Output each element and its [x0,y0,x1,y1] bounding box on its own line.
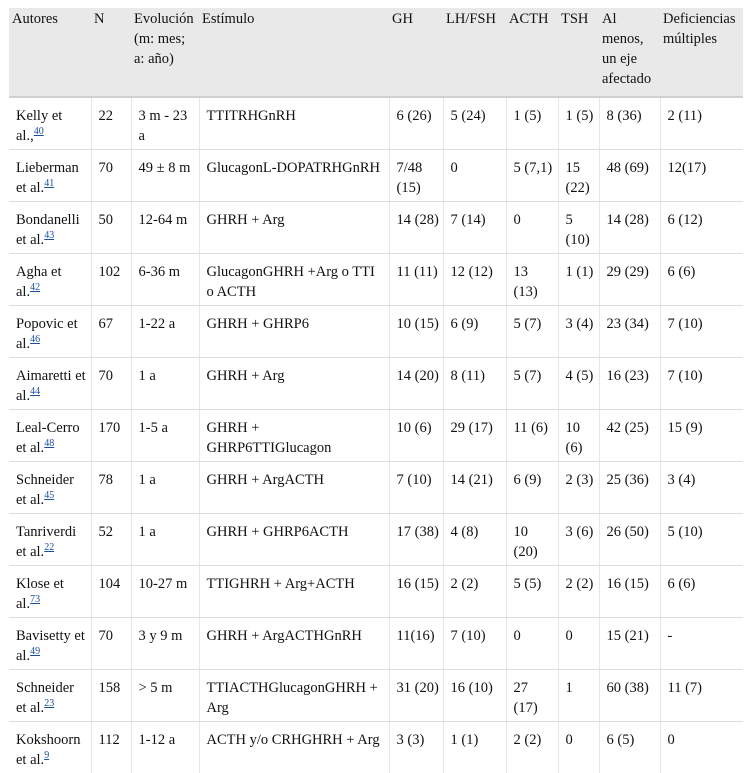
header-al-menos-un-eje: Al menos, un eje afectado [599,8,660,97]
cell-deficiencias-multiples: 0 [660,722,743,773]
cell-estimulo: GHRH + GHRP6TTIGlucagon [199,410,389,462]
cell-gh: 14 (20) [389,358,443,410]
cell-n: 170 [91,410,131,462]
cell-acth: 10 (20) [506,514,558,566]
reference-link[interactable]: 43 [44,230,54,241]
header-gh: GH [389,8,443,97]
pituitary-deficiency-table [9,8,743,773]
cell-estimulo: GHRH + ArgACTHGnRH [199,618,389,670]
cell-estimulo: GHRH + Arg [199,202,389,254]
cell-evolucion: 1-22 a [131,306,199,358]
cell-acth: 6 (9) [506,462,558,514]
reference-link[interactable]: 42 [30,282,40,293]
header-row [9,8,743,97]
cell-deficiencias-multiples: - [660,618,743,670]
header-estimulo: Estímulo [199,8,389,97]
cell-al-menos-un-eje: 16 (15) [599,566,660,618]
table-row [9,670,743,722]
cell-al-menos-un-eje: 16 (23) [599,358,660,410]
reference-link[interactable]: 44 [30,386,40,397]
cell-deficiencias-multiples: 6 (6) [660,566,743,618]
cell-evolucion: 1 a [131,514,199,566]
table-row [9,202,743,254]
cell-gh: 7/48 (15) [389,150,443,202]
cell-evolucion: 1-12 a [131,722,199,773]
reference-link[interactable]: 9 [44,750,49,761]
header-n: N [91,8,131,97]
reference-link[interactable]: 45 [44,490,54,501]
author-name: Schneider et al. [16,680,74,716]
author-name: Schneider et al. [16,472,74,508]
cell-evolucion: 3 m - 23 a [131,97,199,150]
cell-acth: 27 (17) [506,670,558,722]
table-row [9,254,743,306]
cell-deficiencias-multiples: 7 (10) [660,358,743,410]
cell-n: 78 [91,462,131,514]
cell-n: 70 [91,618,131,670]
cell-deficiencias-multiples: 15 (9) [660,410,743,462]
cell-tsh: 10 (6) [558,410,599,462]
cell-lh-fsh: 2 (2) [443,566,506,618]
cell-al-menos-un-eje: 48 (69) [599,150,660,202]
author-name: Agha et al. [16,264,62,300]
cell-evolucion: 1 a [131,462,199,514]
cell-evolucion: 12-64 m [131,202,199,254]
cell-gh: 17 (38) [389,514,443,566]
cell-autores [9,566,91,618]
cell-lh-fsh: 6 (9) [443,306,506,358]
cell-deficiencias-multiples: 3 (4) [660,462,743,514]
cell-lh-fsh: 16 (10) [443,670,506,722]
cell-acth: 1 (5) [506,97,558,150]
cell-n: 70 [91,358,131,410]
cell-deficiencias-multiples: 5 (10) [660,514,743,566]
cell-n: 104 [91,566,131,618]
header-deficiencias-multiples: Deficiencias múltiples [660,8,743,97]
cell-lh-fsh: 5 (24) [443,97,506,150]
cell-acth: 13 (13) [506,254,558,306]
cell-autores [9,514,91,566]
cell-evolucion: > 5 m [131,670,199,722]
cell-lh-fsh: 8 (11) [443,358,506,410]
cell-tsh: 5 (10) [558,202,599,254]
cell-evolucion: 1 a [131,358,199,410]
cell-tsh: 2 (2) [558,566,599,618]
cell-estimulo: TTITRHGnRH [199,97,389,150]
cell-gh: 10 (15) [389,306,443,358]
cell-n: 112 [91,722,131,773]
cell-lh-fsh: 4 (8) [443,514,506,566]
cell-tsh: 1 [558,670,599,722]
author-name: Lieberman et al. [16,160,79,196]
cell-autores [9,722,91,773]
table-row [9,514,743,566]
author-name: Aimaretti et al. [16,368,86,404]
cell-tsh: 15 (22) [558,150,599,202]
cell-autores [9,202,91,254]
reference-link[interactable]: 40 [34,126,44,137]
cell-acth: 2 (2) [506,722,558,773]
cell-autores [9,358,91,410]
author-name: Tanriverdi et al. [16,524,76,560]
cell-evolucion: 49 ± 8 m [131,150,199,202]
header-lh-fsh: LH/FSH [443,8,506,97]
cell-deficiencias-multiples: 11 (7) [660,670,743,722]
cell-autores [9,97,91,150]
cell-al-menos-un-eje: 6 (5) [599,722,660,773]
cell-autores [9,254,91,306]
cell-estimulo: GHRH + ArgACTH [199,462,389,514]
cell-tsh: 0 [558,722,599,773]
cell-gh: 31 (20) [389,670,443,722]
author-name: Bavisetty et al. [16,628,85,664]
cell-autores [9,670,91,722]
cell-al-menos-un-eje: 23 (34) [599,306,660,358]
cell-acth: 0 [506,618,558,670]
author-name: Klose et al. [16,576,64,612]
cell-al-menos-un-eje: 29 (29) [599,254,660,306]
cell-acth: 11 (6) [506,410,558,462]
cell-estimulo: ACTH y/o CRHGHRH + Arg [199,722,389,773]
table-row [9,97,743,150]
header-acth: ACTH [506,8,558,97]
cell-tsh: 1 (5) [558,97,599,150]
cell-evolucion: 1-5 a [131,410,199,462]
cell-tsh: 3 (4) [558,306,599,358]
cell-autores [9,410,91,462]
header-tsh: TSH [558,8,599,97]
cell-gh: 11 (11) [389,254,443,306]
reference-link[interactable]: 48 [44,438,54,449]
cell-evolucion: 6-36 m [131,254,199,306]
cell-deficiencias-multiples: 6 (6) [660,254,743,306]
cell-al-menos-un-eje: 8 (36) [599,97,660,150]
cell-gh: 3 (3) [389,722,443,773]
cell-autores [9,618,91,670]
cell-estimulo: GlucagonL-DOPATRHGnRH [199,150,389,202]
table-row [9,410,743,462]
cell-deficiencias-multiples: 2 (11) [660,97,743,150]
table-row [9,722,743,773]
cell-estimulo: GHRH + GHRP6ACTH [199,514,389,566]
table-row [9,306,743,358]
table-row [9,358,743,410]
cell-tsh: 4 (5) [558,358,599,410]
cell-lh-fsh: 29 (17) [443,410,506,462]
cell-estimulo: GHRH + Arg [199,358,389,410]
reference-link[interactable]: 23 [44,698,54,709]
cell-estimulo: TTIGHRH + Arg+ACTH [199,566,389,618]
cell-estimulo: TTIACTHGlucagonGHRH + Arg [199,670,389,722]
cell-gh: 16 (15) [389,566,443,618]
cell-autores [9,150,91,202]
cell-acth: 5 (7) [506,358,558,410]
cell-tsh: 3 (6) [558,514,599,566]
reference-link[interactable]: 22 [44,542,54,553]
cell-n: 67 [91,306,131,358]
cell-evolucion: 3 y 9 m [131,618,199,670]
cell-tsh: 1 (1) [558,254,599,306]
cell-lh-fsh: 12 (12) [443,254,506,306]
cell-al-menos-un-eje: 15 (21) [599,618,660,670]
author-name: Popovic et al. [16,316,78,352]
header-autores: Autores [9,8,91,97]
cell-gh: 11(16) [389,618,443,670]
cell-al-menos-un-eje: 14 (28) [599,202,660,254]
table-row [9,566,743,618]
cell-lh-fsh: 7 (14) [443,202,506,254]
cell-autores [9,462,91,514]
author-name: Bondanelli et al. [16,212,80,248]
cell-tsh: 0 [558,618,599,670]
cell-lh-fsh: 7 (10) [443,618,506,670]
table-row [9,150,743,202]
cell-gh: 10 (6) [389,410,443,462]
reference-link[interactable]: 46 [30,334,40,345]
cell-estimulo: GHRH + GHRP6 [199,306,389,358]
cell-estimulo: GlucagonGHRH +Arg o TTI o ACTH [199,254,389,306]
reference-link[interactable]: 41 [44,178,54,189]
cell-n: 22 [91,97,131,150]
table-row [9,462,743,514]
cell-al-menos-un-eje: 60 (38) [599,670,660,722]
cell-n: 158 [91,670,131,722]
author-name: Leal-Cerro et al. [16,420,80,456]
cell-al-menos-un-eje: 42 (25) [599,410,660,462]
cell-acth: 5 (5) [506,566,558,618]
cell-n: 52 [91,514,131,566]
cell-deficiencias-multiples: 7 (10) [660,306,743,358]
cell-acth: 5 (7) [506,306,558,358]
cell-al-menos-un-eje: 26 (50) [599,514,660,566]
reference-link[interactable]: 49 [30,646,40,657]
cell-lh-fsh: 14 (21) [443,462,506,514]
reference-link[interactable]: 73 [30,594,40,605]
author-name: Kelly et al., [16,108,62,144]
cell-acth: 5 (7,1) [506,150,558,202]
cell-gh: 14 (28) [389,202,443,254]
cell-autores [9,306,91,358]
cell-deficiencias-multiples: 6 (12) [660,202,743,254]
author-name: Kokshoorn et al. [16,732,80,768]
cell-evolucion: 10-27 m [131,566,199,618]
cell-lh-fsh: 0 [443,150,506,202]
cell-tsh: 2 (3) [558,462,599,514]
cell-al-menos-un-eje: 25 (36) [599,462,660,514]
table-container [9,8,743,773]
table-body [9,97,743,773]
cell-acth: 0 [506,202,558,254]
cell-deficiencias-multiples: 12(17) [660,150,743,202]
cell-n: 70 [91,150,131,202]
header-evolucion: Evolución (m: mes; a: año) [131,8,199,97]
cell-gh: 7 (10) [389,462,443,514]
table-row [9,618,743,670]
cell-lh-fsh: 1 (1) [443,722,506,773]
cell-n: 50 [91,202,131,254]
cell-n: 102 [91,254,131,306]
cell-gh: 6 (26) [389,97,443,150]
